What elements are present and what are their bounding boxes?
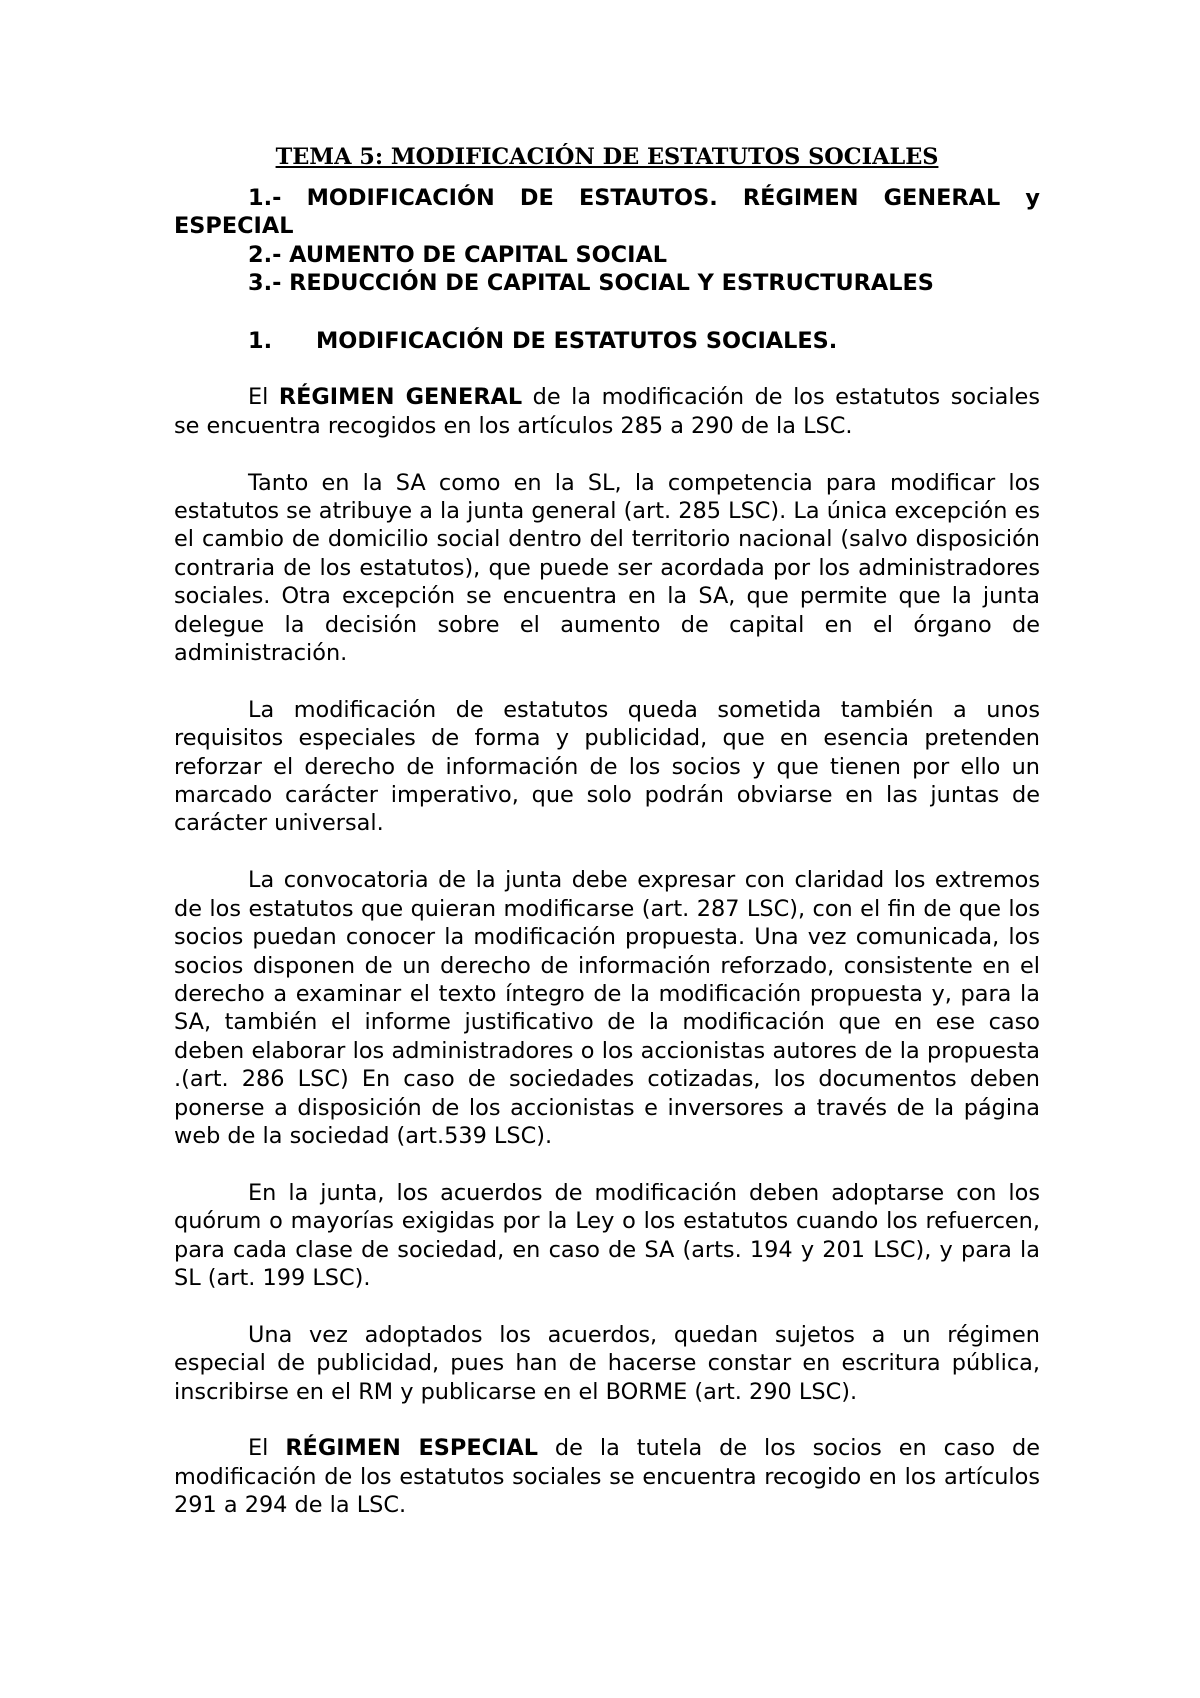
paragraph-regimen-general xyxy=(174,383,1040,440)
section-title: MODIFICACIÓN DE ESTATUTOS SOCIALES. xyxy=(316,327,838,354)
paragraph-convocatoria: La convocatoria de la junta debe expresar con claridad los extremos de los estatutos que quieran modificarse (art. 287 LSC), con el fin de que los socios puedan conocer la modificación propuesta. Una vez comunicada, los socios disponen de un derecho de información reforzado, consistente en el derecho a examinar el texto íntegro de la modificación propuesta y, para la SA, también el informe justificativo de la modificación que en ese caso deben elaborar los administradores o los accionistas autores de la propuesta .(art. 286 LSC) En caso de sociedades cotizadas, los documentos deben ponerse a disposición de los accionistas e inversores a través de la página web de la sociedad (art.539 LSC). xyxy=(174,867,1040,1149)
paragraph-text: El xyxy=(248,1435,286,1462)
paragraph-acuerdos: En la junta, los acuerdos de modificación deben adoptarse con los quórum o mayorías exigidas por la Ley o los estatutos cuando los refuercen, para cada clase de sociedad, en caso de SA (arts. 194 y 201 LSC), y para la SL (art. 199 LSC). xyxy=(174,1179,1040,1291)
bold-term-regimen-especial: RÉGIMEN ESPECIAL xyxy=(285,1435,538,1462)
table-of-contents xyxy=(174,184,1040,298)
document-title: TEMA 5: MODIFICACIÓN DE ESTATUTOS SOCIALES xyxy=(275,144,939,170)
paragraph-text: de la modificación de los estatutos sociales se encuentra recogidos en los artículos 285 a 290 de la LSC. xyxy=(174,384,1040,439)
section-number: 1. xyxy=(248,327,273,354)
paragraph-regimen-especial xyxy=(174,1434,1040,1519)
paragraph-text: El xyxy=(248,384,279,411)
paragraph-publicidad: Una vez adoptados los acuerdos, quedan sujetos a un régimen especial de publicidad, pues han de hacerse constar en escritura pública, inscribirse en el RM y publicarse en el BORME (art. 290 LSC). xyxy=(174,1321,1040,1405)
document-body xyxy=(174,143,1040,1520)
paragraph-requisitos: La modificación de estatutos queda sometida también a unos requisitos especiales de forma y publicidad, que en esencia pretenden reforzar el derecho de información de los socios y que tienen por ello un marcado carácter imperativo, que solo podrán obviarse en las juntas de carácter universal. xyxy=(174,696,1040,837)
toc-item-2: 2.- AUMENTO DE CAPITAL SOCIAL xyxy=(248,241,668,268)
toc-item-1: 1.- MODIFICACIÓN DE ESTAUTOS. RÉGIMEN GENERAL y ESPECIAL xyxy=(174,185,1040,240)
paragraph-text: de la tutela de los socios en caso de modificación de los estatutos sociales se encuentra recogido en los artículos 291 a 294 de la LSC. xyxy=(174,1435,1040,1519)
section-heading xyxy=(174,327,1040,355)
bold-term-regimen-general: RÉGIMEN GENERAL xyxy=(278,384,523,411)
paragraph-competencia: Tanto en la SA como en la SL, la competencia para modificar los estatutos se atribuye a la junta general (art. 285 LSC). La única excepción es el cambio de domicilio social dentro del territorio nacional (salvo disposición contraria de los estatutos), que puede ser acordada por los administradores sociales. Otra excepción se encuentra en la SA, que permite que la junta delegue la decisión sobre el aumento de capital en el órgano de administración. xyxy=(174,469,1040,667)
toc-item-3: 3.- REDUCCIÓN DE CAPITAL SOCIAL Y ESTRUCTURALES xyxy=(248,270,934,297)
